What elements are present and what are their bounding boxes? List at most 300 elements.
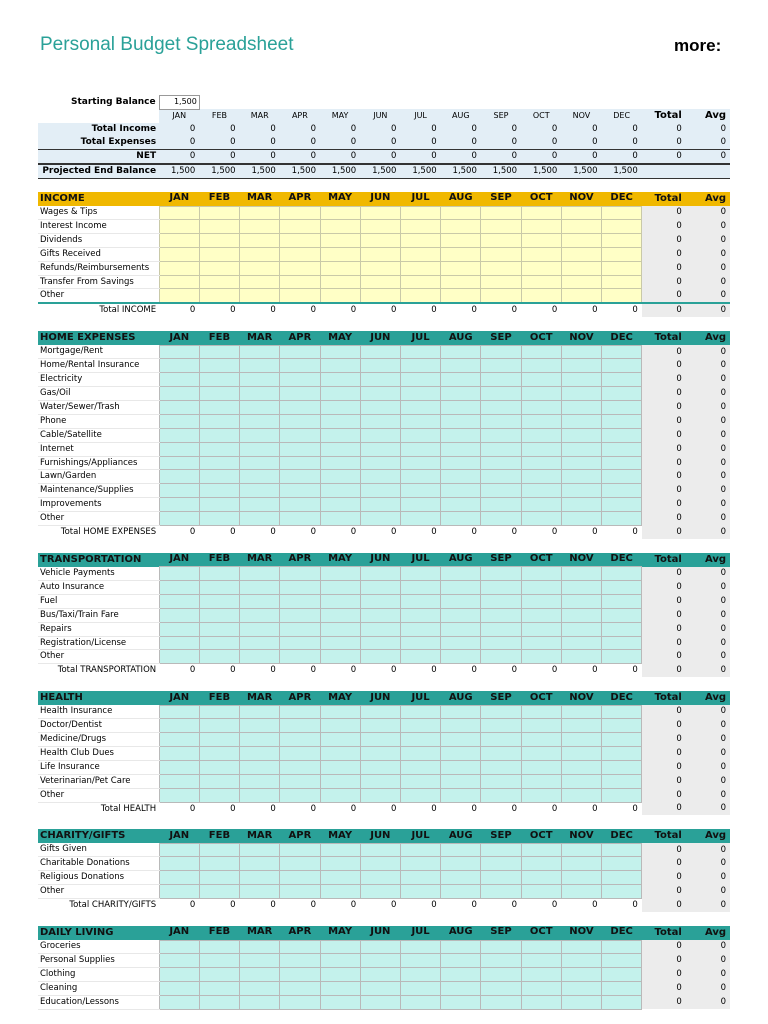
entry-cell[interactable] bbox=[602, 428, 642, 442]
starting-balance-input[interactable]: 1,500 bbox=[159, 96, 199, 110]
entry-cell[interactable] bbox=[441, 567, 481, 580]
entry-cell[interactable] bbox=[320, 857, 360, 871]
entry-cell[interactable] bbox=[521, 594, 561, 608]
entry-cell[interactable] bbox=[481, 857, 521, 871]
entry-cell[interactable] bbox=[481, 428, 521, 442]
entry-cell[interactable] bbox=[240, 843, 280, 856]
entry-cell[interactable] bbox=[320, 373, 360, 387]
entry-cell[interactable] bbox=[441, 456, 481, 470]
entry-cell[interactable] bbox=[602, 345, 642, 358]
entry-cell[interactable] bbox=[199, 608, 239, 622]
entry-cell[interactable] bbox=[521, 428, 561, 442]
entry-cell[interactable] bbox=[199, 788, 239, 802]
entry-cell[interactable] bbox=[441, 719, 481, 733]
entry-cell[interactable] bbox=[280, 512, 320, 526]
entry-cell[interactable] bbox=[360, 498, 400, 512]
entry-cell[interactable] bbox=[240, 261, 280, 275]
entry-cell[interactable] bbox=[561, 650, 601, 664]
entry-cell[interactable] bbox=[360, 636, 400, 650]
entry-cell[interactable] bbox=[159, 233, 199, 247]
entry-cell[interactable] bbox=[240, 219, 280, 233]
entry-cell[interactable] bbox=[199, 746, 239, 760]
entry-cell[interactable] bbox=[360, 428, 400, 442]
entry-cell[interactable] bbox=[521, 760, 561, 774]
entry-cell[interactable] bbox=[280, 650, 320, 664]
entry-cell[interactable] bbox=[320, 219, 360, 233]
entry-cell[interactable] bbox=[400, 608, 440, 622]
entry-cell[interactable] bbox=[400, 885, 440, 899]
entry-cell[interactable] bbox=[561, 428, 601, 442]
entry-cell[interactable] bbox=[320, 233, 360, 247]
entry-cell[interactable] bbox=[199, 940, 239, 953]
entry-cell[interactable] bbox=[360, 594, 400, 608]
entry-cell[interactable] bbox=[159, 470, 199, 484]
entry-cell[interactable] bbox=[441, 580, 481, 594]
entry-cell[interactable] bbox=[280, 470, 320, 484]
entry-cell[interactable] bbox=[400, 428, 440, 442]
entry-cell[interactable] bbox=[240, 484, 280, 498]
entry-cell[interactable] bbox=[240, 345, 280, 358]
entry-cell[interactable] bbox=[602, 788, 642, 802]
entry-cell[interactable] bbox=[561, 580, 601, 594]
entry-cell[interactable] bbox=[521, 940, 561, 953]
entry-cell[interactable] bbox=[240, 428, 280, 442]
entry-cell[interactable] bbox=[441, 261, 481, 275]
entry-cell[interactable] bbox=[400, 995, 440, 1009]
entry-cell[interactable] bbox=[280, 885, 320, 899]
entry-cell[interactable] bbox=[280, 345, 320, 358]
entry-cell[interactable] bbox=[521, 871, 561, 885]
entry-cell[interactable] bbox=[360, 470, 400, 484]
entry-cell[interactable] bbox=[521, 512, 561, 526]
entry-cell[interactable] bbox=[602, 594, 642, 608]
entry-cell[interactable] bbox=[561, 995, 601, 1009]
entry-cell[interactable] bbox=[561, 484, 601, 498]
entry-cell[interactable] bbox=[400, 498, 440, 512]
entry-cell[interactable] bbox=[481, 442, 521, 456]
entry-cell[interactable] bbox=[320, 498, 360, 512]
entry-cell[interactable] bbox=[521, 233, 561, 247]
entry-cell[interactable] bbox=[240, 733, 280, 747]
entry-cell[interactable] bbox=[481, 760, 521, 774]
entry-cell[interactable] bbox=[521, 470, 561, 484]
entry-cell[interactable] bbox=[280, 414, 320, 428]
entry-cell[interactable] bbox=[199, 622, 239, 636]
entry-cell[interactable] bbox=[400, 289, 440, 303]
entry-cell[interactable] bbox=[320, 885, 360, 899]
entry-cell[interactable] bbox=[240, 622, 280, 636]
entry-cell[interactable] bbox=[521, 261, 561, 275]
entry-cell[interactable] bbox=[441, 857, 481, 871]
entry-cell[interactable] bbox=[240, 871, 280, 885]
entry-cell[interactable] bbox=[159, 995, 199, 1009]
entry-cell[interactable] bbox=[521, 275, 561, 289]
entry-cell[interactable] bbox=[320, 746, 360, 760]
entry-cell[interactable] bbox=[521, 345, 561, 358]
entry-cell[interactable] bbox=[400, 275, 440, 289]
entry-cell[interactable] bbox=[159, 289, 199, 303]
entry-cell[interactable] bbox=[240, 456, 280, 470]
entry-cell[interactable] bbox=[602, 233, 642, 247]
entry-cell[interactable] bbox=[280, 219, 320, 233]
entry-cell[interactable] bbox=[199, 206, 239, 219]
entry-cell[interactable] bbox=[521, 636, 561, 650]
entry-cell[interactable] bbox=[521, 289, 561, 303]
entry-cell[interactable] bbox=[159, 733, 199, 747]
entry-cell[interactable] bbox=[481, 746, 521, 760]
entry-cell[interactable] bbox=[240, 206, 280, 219]
entry-cell[interactable] bbox=[481, 387, 521, 401]
entry-cell[interactable] bbox=[280, 967, 320, 981]
entry-cell[interactable] bbox=[400, 261, 440, 275]
entry-cell[interactable] bbox=[320, 622, 360, 636]
entry-cell[interactable] bbox=[602, 261, 642, 275]
entry-cell[interactable] bbox=[521, 442, 561, 456]
entry-cell[interactable] bbox=[561, 608, 601, 622]
entry-cell[interactable] bbox=[521, 359, 561, 373]
entry-cell[interactable] bbox=[280, 498, 320, 512]
entry-cell[interactable] bbox=[561, 567, 601, 580]
entry-cell[interactable] bbox=[280, 428, 320, 442]
entry-cell[interactable] bbox=[602, 981, 642, 995]
entry-cell[interactable] bbox=[320, 608, 360, 622]
entry-cell[interactable] bbox=[320, 428, 360, 442]
entry-cell[interactable] bbox=[360, 247, 400, 261]
entry-cell[interactable] bbox=[400, 719, 440, 733]
entry-cell[interactable] bbox=[320, 289, 360, 303]
entry-cell[interactable] bbox=[441, 760, 481, 774]
entry-cell[interactable] bbox=[521, 774, 561, 788]
entry-cell[interactable] bbox=[360, 705, 400, 718]
entry-cell[interactable] bbox=[602, 940, 642, 953]
entry-cell[interactable] bbox=[320, 774, 360, 788]
entry-cell[interactable] bbox=[280, 788, 320, 802]
entry-cell[interactable] bbox=[360, 484, 400, 498]
entry-cell[interactable] bbox=[280, 857, 320, 871]
entry-cell[interactable] bbox=[400, 387, 440, 401]
entry-cell[interactable] bbox=[441, 414, 481, 428]
entry-cell[interactable] bbox=[441, 275, 481, 289]
entry-cell[interactable] bbox=[360, 760, 400, 774]
entry-cell[interactable] bbox=[360, 871, 400, 885]
entry-cell[interactable] bbox=[240, 885, 280, 899]
entry-cell[interactable] bbox=[441, 484, 481, 498]
entry-cell[interactable] bbox=[400, 622, 440, 636]
entry-cell[interactable] bbox=[280, 484, 320, 498]
entry-cell[interactable] bbox=[561, 289, 601, 303]
entry-cell[interactable] bbox=[240, 857, 280, 871]
entry-cell[interactable] bbox=[199, 247, 239, 261]
entry-cell[interactable] bbox=[481, 373, 521, 387]
entry-cell[interactable] bbox=[521, 719, 561, 733]
entry-cell[interactable] bbox=[602, 733, 642, 747]
entry-cell[interactable] bbox=[400, 843, 440, 856]
entry-cell[interactable] bbox=[481, 622, 521, 636]
entry-cell[interactable] bbox=[199, 871, 239, 885]
entry-cell[interactable] bbox=[521, 650, 561, 664]
entry-cell[interactable] bbox=[280, 373, 320, 387]
entry-cell[interactable] bbox=[199, 995, 239, 1009]
entry-cell[interactable] bbox=[602, 580, 642, 594]
entry-cell[interactable] bbox=[521, 247, 561, 261]
entry-cell[interactable] bbox=[400, 733, 440, 747]
entry-cell[interactable] bbox=[240, 953, 280, 967]
entry-cell[interactable] bbox=[441, 373, 481, 387]
entry-cell[interactable] bbox=[159, 359, 199, 373]
entry-cell[interactable] bbox=[199, 428, 239, 442]
entry-cell[interactable] bbox=[360, 857, 400, 871]
entry-cell[interactable] bbox=[280, 622, 320, 636]
entry-cell[interactable] bbox=[521, 746, 561, 760]
entry-cell[interactable] bbox=[280, 359, 320, 373]
entry-cell[interactable] bbox=[481, 885, 521, 899]
entry-cell[interactable] bbox=[602, 289, 642, 303]
entry-cell[interactable] bbox=[360, 622, 400, 636]
entry-cell[interactable] bbox=[602, 247, 642, 261]
entry-cell[interactable] bbox=[441, 774, 481, 788]
entry-cell[interactable] bbox=[240, 774, 280, 788]
entry-cell[interactable] bbox=[199, 760, 239, 774]
entry-cell[interactable] bbox=[521, 885, 561, 899]
entry-cell[interactable] bbox=[280, 275, 320, 289]
entry-cell[interactable] bbox=[481, 705, 521, 718]
entry-cell[interactable] bbox=[199, 345, 239, 358]
entry-cell[interactable] bbox=[521, 705, 561, 718]
entry-cell[interactable] bbox=[400, 746, 440, 760]
entry-cell[interactable] bbox=[521, 498, 561, 512]
entry-cell[interactable] bbox=[159, 774, 199, 788]
entry-cell[interactable] bbox=[481, 456, 521, 470]
entry-cell[interactable] bbox=[240, 498, 280, 512]
entry-cell[interactable] bbox=[561, 275, 601, 289]
entry-cell[interactable] bbox=[159, 885, 199, 899]
entry-cell[interactable] bbox=[481, 498, 521, 512]
entry-cell[interactable] bbox=[400, 359, 440, 373]
entry-cell[interactable] bbox=[441, 967, 481, 981]
entry-cell[interactable] bbox=[280, 733, 320, 747]
entry-cell[interactable] bbox=[481, 289, 521, 303]
entry-cell[interactable] bbox=[481, 636, 521, 650]
entry-cell[interactable] bbox=[199, 373, 239, 387]
entry-cell[interactable] bbox=[602, 774, 642, 788]
entry-cell[interactable] bbox=[199, 705, 239, 718]
entry-cell[interactable] bbox=[602, 456, 642, 470]
entry-cell[interactable] bbox=[481, 261, 521, 275]
entry-cell[interactable] bbox=[240, 636, 280, 650]
entry-cell[interactable] bbox=[521, 608, 561, 622]
entry-cell[interactable] bbox=[159, 981, 199, 995]
entry-cell[interactable] bbox=[360, 733, 400, 747]
entry-cell[interactable] bbox=[240, 995, 280, 1009]
entry-cell[interactable] bbox=[240, 414, 280, 428]
entry-cell[interactable] bbox=[320, 733, 360, 747]
entry-cell[interactable] bbox=[481, 414, 521, 428]
entry-cell[interactable] bbox=[159, 636, 199, 650]
entry-cell[interactable] bbox=[360, 414, 400, 428]
entry-cell[interactable] bbox=[159, 261, 199, 275]
entry-cell[interactable] bbox=[240, 289, 280, 303]
entry-cell[interactable] bbox=[400, 414, 440, 428]
entry-cell[interactable] bbox=[159, 650, 199, 664]
entry-cell[interactable] bbox=[602, 219, 642, 233]
entry-cell[interactable] bbox=[400, 206, 440, 219]
entry-cell[interactable] bbox=[481, 345, 521, 358]
entry-cell[interactable] bbox=[400, 940, 440, 953]
entry-cell[interactable] bbox=[400, 636, 440, 650]
entry-cell[interactable] bbox=[240, 719, 280, 733]
entry-cell[interactable] bbox=[240, 359, 280, 373]
entry-cell[interactable] bbox=[481, 594, 521, 608]
entry-cell[interactable] bbox=[602, 719, 642, 733]
entry-cell[interactable] bbox=[481, 359, 521, 373]
entry-cell[interactable] bbox=[400, 871, 440, 885]
entry-cell[interactable] bbox=[441, 512, 481, 526]
entry-cell[interactable] bbox=[481, 733, 521, 747]
entry-cell[interactable] bbox=[441, 498, 481, 512]
entry-cell[interactable] bbox=[199, 967, 239, 981]
entry-cell[interactable] bbox=[561, 871, 601, 885]
entry-cell[interactable] bbox=[602, 484, 642, 498]
entry-cell[interactable] bbox=[441, 233, 481, 247]
entry-cell[interactable] bbox=[481, 484, 521, 498]
entry-cell[interactable] bbox=[441, 843, 481, 856]
entry-cell[interactable] bbox=[561, 940, 601, 953]
entry-cell[interactable] bbox=[400, 953, 440, 967]
entry-cell[interactable] bbox=[602, 760, 642, 774]
entry-cell[interactable] bbox=[602, 387, 642, 401]
entry-cell[interactable] bbox=[320, 995, 360, 1009]
entry-cell[interactable] bbox=[481, 580, 521, 594]
entry-cell[interactable] bbox=[481, 843, 521, 856]
entry-cell[interactable] bbox=[199, 400, 239, 414]
entry-cell[interactable] bbox=[360, 400, 400, 414]
entry-cell[interactable] bbox=[561, 512, 601, 526]
entry-cell[interactable] bbox=[159, 498, 199, 512]
entry-cell[interactable] bbox=[602, 373, 642, 387]
entry-cell[interactable] bbox=[199, 774, 239, 788]
entry-cell[interactable] bbox=[481, 940, 521, 953]
entry-cell[interactable] bbox=[320, 387, 360, 401]
entry-cell[interactable] bbox=[602, 275, 642, 289]
entry-cell[interactable] bbox=[280, 981, 320, 995]
entry-cell[interactable] bbox=[360, 387, 400, 401]
entry-cell[interactable] bbox=[561, 373, 601, 387]
entry-cell[interactable] bbox=[400, 857, 440, 871]
entry-cell[interactable] bbox=[280, 567, 320, 580]
entry-cell[interactable] bbox=[159, 953, 199, 967]
entry-cell[interactable] bbox=[602, 953, 642, 967]
entry-cell[interactable] bbox=[240, 373, 280, 387]
entry-cell[interactable] bbox=[240, 567, 280, 580]
entry-cell[interactable] bbox=[561, 387, 601, 401]
entry-cell[interactable] bbox=[159, 275, 199, 289]
entry-cell[interactable] bbox=[481, 567, 521, 580]
entry-cell[interactable] bbox=[159, 219, 199, 233]
entry-cell[interactable] bbox=[159, 387, 199, 401]
entry-cell[interactable] bbox=[320, 470, 360, 484]
entry-cell[interactable] bbox=[159, 484, 199, 498]
entry-cell[interactable] bbox=[320, 940, 360, 953]
entry-cell[interactable] bbox=[481, 400, 521, 414]
entry-cell[interactable] bbox=[360, 719, 400, 733]
entry-cell[interactable] bbox=[602, 567, 642, 580]
entry-cell[interactable] bbox=[320, 400, 360, 414]
entry-cell[interactable] bbox=[521, 387, 561, 401]
entry-cell[interactable] bbox=[521, 622, 561, 636]
entry-cell[interactable] bbox=[320, 275, 360, 289]
entry-cell[interactable] bbox=[481, 967, 521, 981]
entry-cell[interactable] bbox=[400, 373, 440, 387]
entry-cell[interactable] bbox=[441, 636, 481, 650]
entry-cell[interactable] bbox=[561, 746, 601, 760]
entry-cell[interactable] bbox=[400, 705, 440, 718]
entry-cell[interactable] bbox=[602, 705, 642, 718]
entry-cell[interactable] bbox=[400, 470, 440, 484]
entry-cell[interactable] bbox=[441, 400, 481, 414]
entry-cell[interactable] bbox=[280, 289, 320, 303]
entry-cell[interactable] bbox=[561, 219, 601, 233]
entry-cell[interactable] bbox=[441, 428, 481, 442]
entry-cell[interactable] bbox=[561, 594, 601, 608]
entry-cell[interactable] bbox=[199, 414, 239, 428]
entry-cell[interactable] bbox=[320, 705, 360, 718]
entry-cell[interactable] bbox=[320, 567, 360, 580]
entry-cell[interactable] bbox=[561, 967, 601, 981]
entry-cell[interactable] bbox=[280, 871, 320, 885]
entry-cell[interactable] bbox=[602, 470, 642, 484]
entry-cell[interactable] bbox=[602, 843, 642, 856]
entry-cell[interactable] bbox=[199, 275, 239, 289]
entry-cell[interactable] bbox=[159, 608, 199, 622]
entry-cell[interactable] bbox=[199, 594, 239, 608]
entry-cell[interactable] bbox=[400, 345, 440, 358]
entry-cell[interactable] bbox=[561, 233, 601, 247]
entry-cell[interactable] bbox=[199, 219, 239, 233]
entry-cell[interactable] bbox=[159, 428, 199, 442]
entry-cell[interactable] bbox=[240, 760, 280, 774]
entry-cell[interactable] bbox=[561, 953, 601, 967]
entry-cell[interactable] bbox=[280, 594, 320, 608]
entry-cell[interactable] bbox=[561, 206, 601, 219]
entry-cell[interactable] bbox=[360, 580, 400, 594]
entry-cell[interactable] bbox=[159, 788, 199, 802]
entry-cell[interactable] bbox=[441, 705, 481, 718]
entry-cell[interactable] bbox=[481, 512, 521, 526]
entry-cell[interactable] bbox=[481, 650, 521, 664]
entry-cell[interactable] bbox=[159, 940, 199, 953]
entry-cell[interactable] bbox=[280, 995, 320, 1009]
entry-cell[interactable] bbox=[602, 967, 642, 981]
entry-cell[interactable] bbox=[561, 498, 601, 512]
entry-cell[interactable] bbox=[199, 484, 239, 498]
entry-cell[interactable] bbox=[521, 400, 561, 414]
entry-cell[interactable] bbox=[199, 567, 239, 580]
entry-cell[interactable] bbox=[320, 788, 360, 802]
entry-cell[interactable] bbox=[521, 733, 561, 747]
entry-cell[interactable] bbox=[159, 705, 199, 718]
entry-cell[interactable] bbox=[199, 512, 239, 526]
entry-cell[interactable] bbox=[320, 359, 360, 373]
entry-cell[interactable] bbox=[400, 400, 440, 414]
entry-cell[interactable] bbox=[561, 857, 601, 871]
entry-cell[interactable] bbox=[199, 580, 239, 594]
entry-cell[interactable] bbox=[159, 512, 199, 526]
entry-cell[interactable] bbox=[320, 484, 360, 498]
entry-cell[interactable] bbox=[400, 219, 440, 233]
entry-cell[interactable] bbox=[561, 414, 601, 428]
entry-cell[interactable] bbox=[481, 608, 521, 622]
entry-cell[interactable] bbox=[159, 345, 199, 358]
